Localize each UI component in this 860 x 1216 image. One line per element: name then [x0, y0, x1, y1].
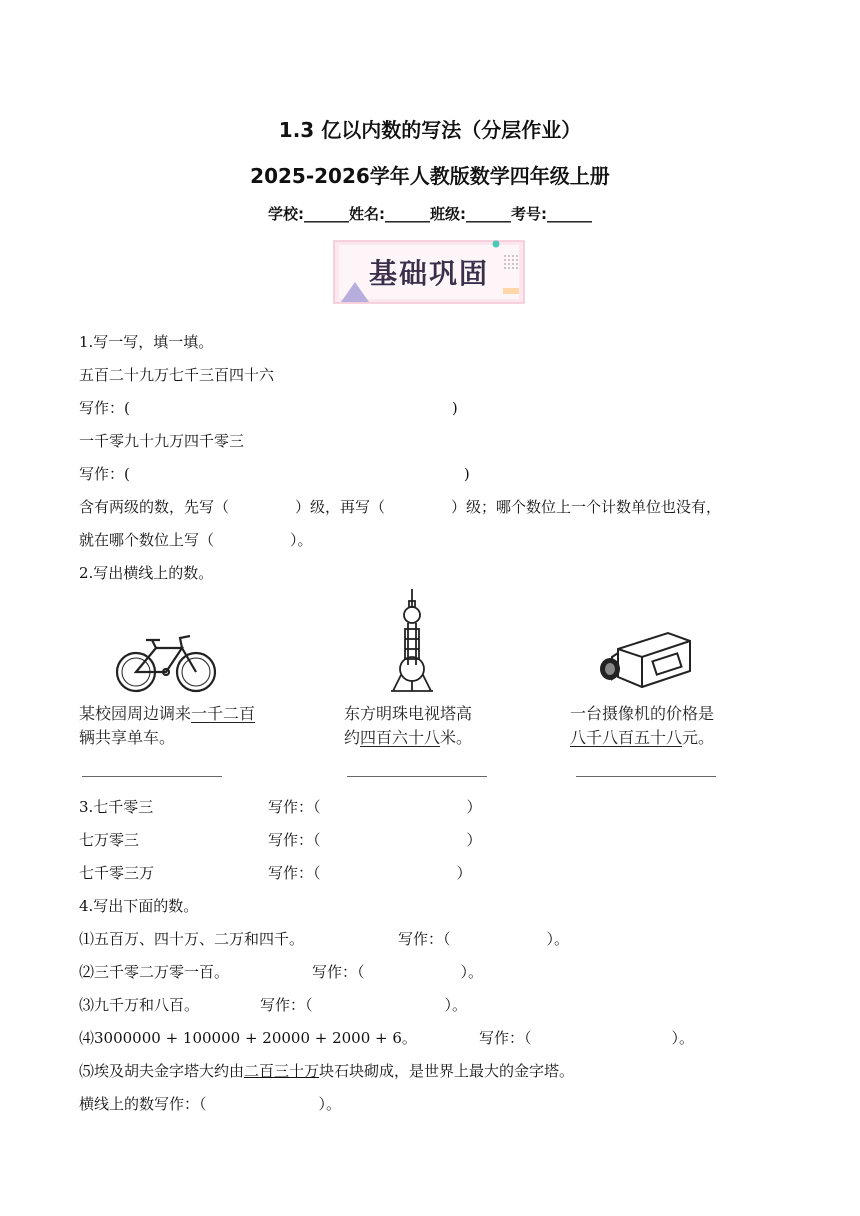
q4-item2-text: ⑵三千零二万零一百。 — [79, 963, 230, 981]
q4-item1-write — [398, 928, 569, 949]
q4-item1-text: ⑴五百万、四十万、二万和四千。 — [79, 930, 305, 948]
write-label: 写作：（ — [268, 798, 321, 816]
q3-label: 3.七千零三 — [79, 798, 154, 816]
caption-text: 辆共享单车。 — [79, 728, 176, 747]
q4-item4-text: ⑷3000000 + 100000 + 20000 + 2000 + 6。 — [79, 1029, 417, 1047]
tower-caption — [344, 702, 472, 750]
badge-label: 基础巩固 — [368, 257, 489, 290]
close-paren: ） — [456, 864, 472, 882]
close-paren: ）。 — [460, 963, 484, 981]
q4-item5-post: 块石块砌成，是世界上最大的金字塔。 — [319, 1062, 575, 1080]
q1-write-row-2 — [79, 463, 470, 484]
q4-item5-pre: ⑸埃及胡夫金字塔大约由 — [79, 1062, 245, 1080]
bicycle-icon — [112, 630, 220, 696]
caption-text: 约 — [344, 728, 361, 747]
q1-write-row-1 — [79, 397, 458, 418]
q3-label: 七万零三 — [79, 831, 140, 849]
page-title: 1.3 亿以内数的写法（分层作业） — [278, 118, 582, 142]
q1-item1: 五百二十九万七千三百四十六 — [79, 366, 275, 384]
q3-row-3 — [79, 862, 154, 883]
q1-item2: 一千零九十九万四千零三 — [79, 432, 245, 450]
q3-write-1 — [268, 796, 482, 817]
caption-text: 元。 — [682, 728, 715, 747]
close-paren: ) — [463, 465, 470, 483]
write-label: 写作：（ — [479, 1029, 532, 1047]
write-label: 写作：（ — [398, 930, 451, 948]
underlined-number: 二百三十万 — [244, 1062, 320, 1080]
caption-text: 某校园周边调来 — [79, 704, 192, 723]
write-label: 写作：（ — [268, 831, 321, 849]
q1-rule-line-1 — [79, 496, 721, 517]
close-paren: ）。 — [444, 996, 468, 1014]
q4-item2-write — [312, 961, 483, 982]
page-subtitle: 2025-2026学年人教版数学四年级上册 — [250, 164, 610, 188]
close-paren: ） — [466, 798, 482, 816]
q3-row-2 — [79, 829, 139, 850]
caption-text: 东方明珠电视塔高 — [344, 704, 473, 723]
close-paren: ） — [466, 831, 482, 849]
close-paren: ）。 — [546, 930, 570, 948]
q4-item4-write — [479, 1027, 694, 1048]
rule-text: ）级，再写（ — [295, 498, 386, 516]
q4-item5-text — [79, 1060, 574, 1081]
close-paren: ) — [451, 399, 458, 417]
q4-stem: 4.写出下面的数。 — [79, 897, 199, 915]
q4-item3-text: ⑶九千万和八百。 — [79, 996, 200, 1014]
tower-icon — [389, 587, 435, 693]
caption-text: 一台摄像机的价格是 — [570, 704, 715, 723]
q3-label: 七千零三万 — [79, 864, 155, 882]
tower-answer-line[interactable] — [347, 776, 487, 777]
q1-stem: 1.写一写，填一填。 — [79, 333, 214, 351]
write-label: 写作：（ — [260, 996, 313, 1014]
write-label: 写作：( — [79, 399, 130, 417]
close-paren: ）。 — [671, 1029, 695, 1047]
bicycle-caption — [79, 702, 255, 750]
write-label: 写作：( — [79, 465, 130, 483]
underlined-number: 八千八百五十八 — [570, 728, 683, 747]
bicycle-answer-line[interactable] — [82, 776, 222, 777]
camera-answer-line[interactable] — [576, 776, 716, 777]
q4-item3-write — [260, 994, 467, 1015]
write-label: 写作：（ — [312, 963, 365, 981]
rule-text: ）。 — [290, 531, 313, 549]
q1-rule-line-2 — [79, 529, 313, 550]
q2-stem: 2.写出横线上的数。 — [79, 564, 214, 582]
q3-row-1 — [79, 796, 153, 817]
rule-text: ）级；哪个数位上一个计数单位也没有， — [451, 498, 722, 516]
close-paren: ）。 — [318, 1095, 342, 1113]
q3-write-2 — [268, 829, 482, 850]
rule-text: 含有两级的数，先写（ — [79, 498, 230, 516]
underlined-number: 四百六十八 — [360, 728, 441, 747]
underlined-number: 一千二百 — [191, 704, 256, 723]
write-label: 横线上的数写作：（ — [79, 1095, 207, 1113]
camera-icon — [598, 627, 696, 691]
caption-text: 米。 — [440, 728, 473, 747]
q3-write-3 — [268, 862, 472, 883]
write-label: 写作：（ — [268, 864, 321, 882]
section-badge — [333, 238, 525, 306]
rule-text: 就在哪个数位上写（ — [79, 531, 215, 549]
camera-caption — [570, 702, 714, 750]
student-info-line: 学校:______姓名:______班级:______考号:______ — [268, 205, 592, 223]
q4-item5-write — [79, 1093, 341, 1114]
